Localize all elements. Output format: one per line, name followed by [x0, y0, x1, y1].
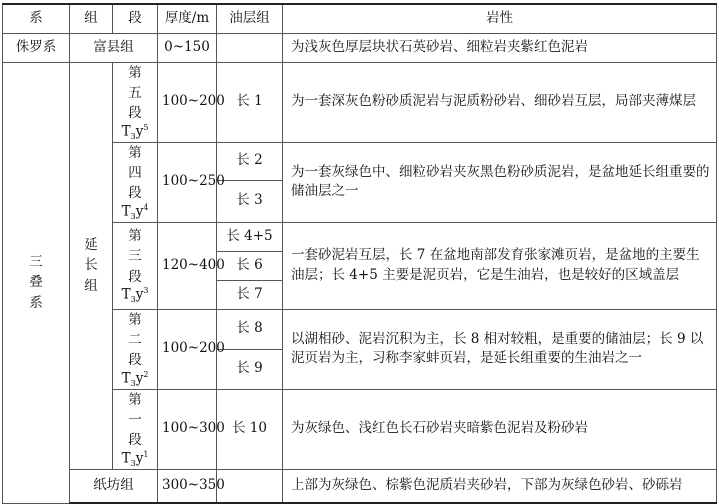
fuxian-lithology: 为浅灰色厚层块状石英砂岩、细粒岩夹紫红色泥岩: [283, 33, 717, 62]
oil-layer-chang2: 长 2: [217, 142, 283, 180]
header-system: 系: [3, 4, 70, 33]
member3-code: $T_3y^3$: [121, 286, 149, 305]
fuxian-oil-layer: [217, 33, 283, 62]
zhifang-oil-layer: [217, 469, 283, 503]
member3-lithology: 一套砂泥岩互层，长 7 在盆地南部发育张家滩页岩，是盆地的主要生油层；长 4+5 主要是泥页岩，它是生油岩，也是较好的区域盖层: [283, 222, 717, 309]
jurassic-system: 侏罗系: [3, 33, 70, 62]
member5-lithology: 为一套深灰色粉砂质泥岩与泥质粉砂岩、细砂岩互层，局部夹薄煤层: [283, 62, 717, 142]
header-oil-layer: 油层组: [217, 4, 283, 33]
member4-lithology: 为一套灰绿色中、细粒砂岩夹灰黑色粉砂质泥岩，是盆地延长组重要的储油层之一: [283, 142, 717, 222]
jurassic-row: [3, 33, 717, 62]
oil-layer-chang8: 长 8: [217, 309, 283, 349]
fuxian-group: 富县组: [70, 33, 158, 62]
member2-name: 第二段: [128, 311, 142, 369]
yanchang-group: 延长组: [84, 237, 98, 294]
yanchang-group-cell: [70, 62, 113, 469]
member5-name: 第五段: [128, 64, 142, 121]
stratigraphy-table: [2, 3, 717, 504]
zhifang-thickness: 300~350: [158, 469, 217, 503]
member2-lithology: 以湖相砂、泥岩沉积为主，长 8 相对较粗，是重要的储油层；长 9 以泥页岩为主，习称李家蚌页岩，是延长组重要的生油岩之一: [283, 309, 717, 389]
zhifang-lithology: 上部为灰绿色、棕紫色泥质岩夹砂岩，下部为灰绿色砂岩、砂砾岩: [283, 469, 717, 503]
oil-layer-chang3: 长 3: [217, 180, 283, 222]
member5-code: $T_3y^5$: [121, 122, 149, 141]
member4-cell: [113, 142, 158, 222]
member2-code: $T_3y^2$: [121, 369, 149, 388]
member1-code: $T_3y^1$: [121, 449, 149, 468]
header-group: 组: [70, 4, 113, 33]
oil-layer-chang6: 长 6: [217, 251, 283, 280]
triassic-system: 三叠系: [29, 254, 43, 311]
oil-layer-chang4-5: 长 4+5: [217, 222, 283, 251]
header-member: 段: [113, 4, 158, 33]
member1-cell: [113, 389, 158, 469]
header-row: [3, 4, 717, 33]
fuxian-thickness: 0~150: [158, 33, 217, 62]
header-lithology: 岩性: [283, 4, 717, 33]
oil-layer-chang9: 长 9: [217, 349, 283, 389]
member2-thickness: 100~200: [158, 309, 217, 389]
oil-layer-chang1: 长 1: [217, 62, 283, 142]
zhifang-row: [3, 469, 717, 503]
member4-thickness: 100~250: [158, 142, 217, 222]
member4-code: $T_3y^4$: [121, 202, 149, 221]
member5-thickness: 100~200: [158, 62, 217, 142]
member3-cell: [113, 222, 158, 309]
member1-lithology: 为灰绿色、浅红色长石砂岩夹暗紫色泥岩及粉砂岩: [283, 389, 717, 469]
triassic-system-cell: [3, 62, 70, 503]
zhifang-group: 纸坊组: [70, 469, 158, 503]
oil-layer-chang7: 长 7: [217, 280, 283, 309]
member5-row: [3, 62, 717, 142]
header-thickness: 厚度/m: [158, 4, 217, 33]
member1-thickness: 100~300: [158, 389, 217, 469]
member4-name: 第四段: [128, 144, 142, 202]
member2-cell: [113, 309, 158, 389]
member1-name: 第一段: [128, 391, 142, 449]
oil-layer-chang10: 长 10: [217, 389, 283, 469]
member3-thickness: 120~400: [158, 222, 217, 309]
member3-name: 第三段: [128, 228, 142, 285]
member5-cell: [113, 62, 158, 142]
